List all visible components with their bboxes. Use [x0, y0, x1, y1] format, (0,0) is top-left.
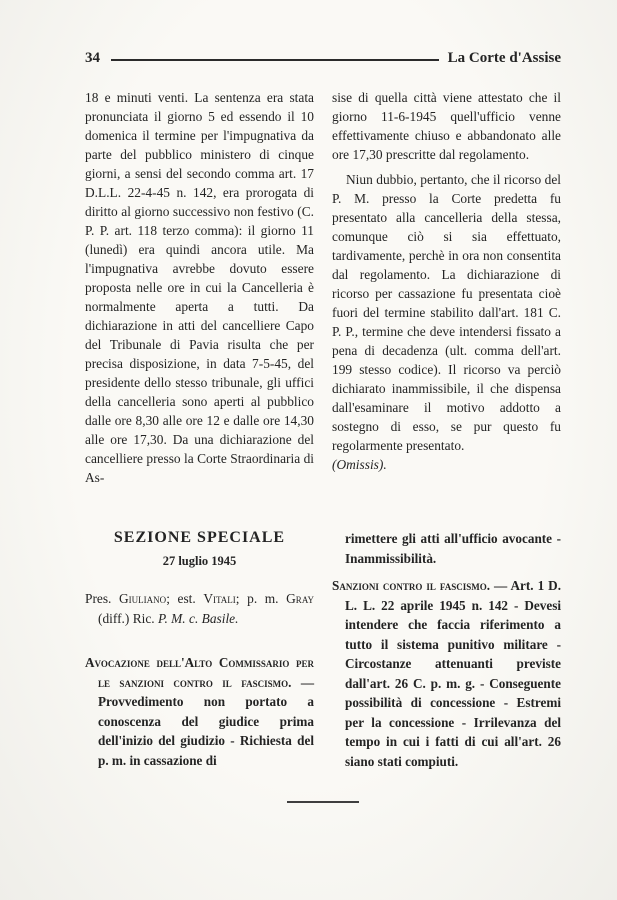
sezione-speciale-section [85, 529, 561, 771]
right-column [332, 88, 561, 487]
headnote-2-term: Sanzioni contro il fascismo. [332, 578, 491, 593]
case-body-right-1: sise di quella città viene attestato che il giorno 11-6-1945 quell'ufficio venne effettivamente chiuso e abbandonato alle ore 17,30 prescritte dal regolamento. [332, 90, 561, 162]
bench-case-name: P. M. c. Basile. [158, 611, 239, 626]
section-date: 27 luglio 1945 [162, 554, 237, 568]
journal-title: La Corte d'Assise [447, 50, 561, 66]
headnote-2 [332, 576, 561, 771]
page-header [85, 50, 561, 67]
bench-line [85, 589, 314, 629]
case-report-section [85, 88, 561, 487]
right-column-bottom [332, 529, 561, 771]
section-title: SEZIONE SPECIALE [113, 529, 286, 546]
bench-ric-label: (diff.) Ric. [98, 611, 158, 626]
left-column [85, 88, 314, 487]
bench-pres-label: Pres. [85, 591, 120, 606]
left-column-bottom [85, 529, 314, 771]
headnote-1-continuation: rimettere gli atti all'ufficio avocante - Inammissibilità. [345, 531, 561, 566]
headnote-1 [85, 653, 314, 770]
headnote-1-term: Avocazione dell'Alto Commissario per le sanzioni contro il fascismo. [85, 655, 314, 690]
bench-est-name: Vitali [203, 591, 236, 606]
bench-pres-name: Giuliano [119, 591, 167, 606]
case-body-right-2: Niun dubbio, pertanto, che il ricorso del P. M. presso la Corte predetta fu presentato alla cancelleria della stessa, comunque ciò si sia effettuato, tardivamente, perchè in ora non consentita dal regolamento. La dichiarazione di ricorso per cassazione fu presentata cioè fuori del termine stabilito dall'art. 181 C. P. P., termine che deve intendersi fissato a pena di decadenza (ult. comma dell'art. 199 stesso codice). Il ricorso va perciò dichiarato inammissibile, il che dispensa dall'esaminare il motivo addotto a sostegno di esso, se pur questo fu regolarmente presentato. [332, 172, 561, 453]
case-body-left: 18 e minuti venti. La sentenza era stata pronunciata il giorno 5 ed essendo il 10 domenica il termine per l'impugnativa da parte del pubblico ministero di cinque giorni, a sensi del secondo comma art. 17 D.L.L. 22-4-45 n. 142, era prorogata di diritto al giorno successivo non festivo (C. P. P. art. 118 terzo comma): il giorno 11 (lunedì) era quindi ancora utile. Ma l'impugnativa avrebbe dovuto essere proposta nelle ore in cui la Cancelleria è normalmente aperta a tutti. Da dichiarazione in atti del cancelliere Capo del Tribunale di Pavia risulta che per precisa disposizione, in data 7-5-45, del presidente dello stesso tribunale, gli uffici della cancelleria sono aperti al pubblico dalle ore 8,30 alle ore 12 e dalle ore 14,30 alle ore 17,30. Da una dichiarazione del cancelliere presso la Corte Straordinaria di As- [85, 90, 314, 485]
omissis-note: (Omissis). [332, 457, 387, 472]
headnote-1-body: — Provvedimento non portato a conoscenza del giudice prima dell'inizio del giudizio - Richiesta del p. m. in cassazione di [98, 674, 314, 768]
page-content [85, 50, 561, 803]
headnote-2-body: — Art. 1 D. L. L. 22 aprile 1945 n. 142 - Devesi intendere che faccia riferimento a tutto il sistema punitivo militare - Circostanze attenuanti previste dall'art. 26 C. p. m. g. - Conseguente possibilità di concessione - Estremi per la concessione - Irrilevanza del tempo in cui i fatti di cui all'art. 26 siano stati compiuti. [345, 578, 561, 769]
header-rule [111, 59, 439, 61]
page-number: 34 [85, 50, 100, 66]
bench-pm-label: ; p. m. [235, 591, 287, 606]
bench-pm-name: Gray [286, 591, 314, 606]
bench-est-label: ; est. [166, 591, 204, 606]
bottom-divider-rule [287, 801, 359, 803]
